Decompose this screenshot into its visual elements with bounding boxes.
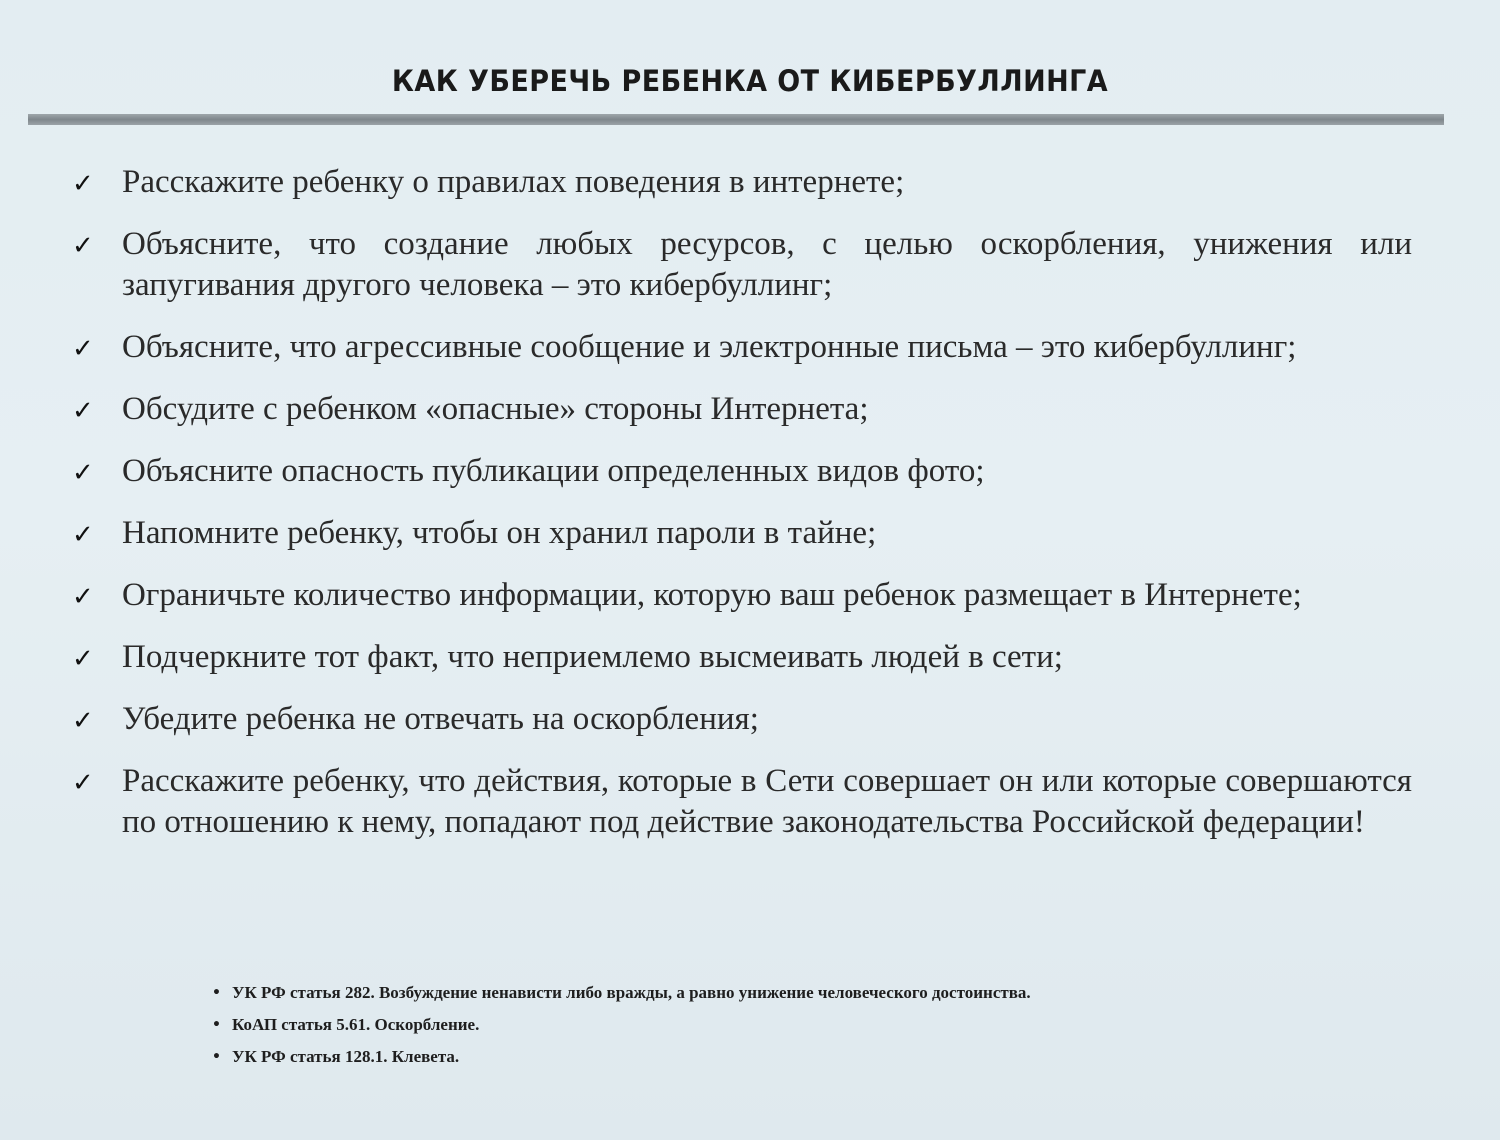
check-icon: ✓	[72, 231, 94, 261]
list-item	[72, 162, 1412, 203]
check-icon: ✓	[72, 644, 94, 674]
law-item-text: УК РФ статья 128.1. Клевета.	[232, 1047, 460, 1066]
list-item	[72, 224, 1412, 306]
law-item-text: УК РФ статья 282. Возбуждение ненависти либо вражды, а равно унижение человеческого достоинства.	[232, 983, 1031, 1002]
check-icon: ✓	[72, 520, 94, 550]
list-item-text: Объясните, что создание любых ресурсов, с целью оскорбления, унижения или запугивания другого человека – это кибербуллинг;	[122, 226, 1412, 303]
bullet-icon: •	[212, 1049, 221, 1065]
list-item	[72, 637, 1412, 678]
title-divider	[28, 114, 1444, 125]
advice-list	[72, 162, 1412, 864]
check-icon: ✓	[72, 706, 94, 736]
list-item-text: Напомните ребенку, чтобы он хранил пароли в тайне;	[122, 515, 877, 551]
list-item	[72, 389, 1412, 430]
document-title: КАК УБЕРЕЧЬ РЕБЕНКА ОТ КИБЕРБУЛЛИНГА	[391, 64, 1109, 98]
list-item	[72, 575, 1412, 616]
law-item-text: КоАП статья 5.61. Оскорбление.	[232, 1015, 480, 1034]
law-item	[212, 982, 1412, 1004]
list-item	[72, 327, 1412, 368]
bullet-icon: •	[212, 985, 221, 1001]
check-icon: ✓	[72, 396, 94, 426]
law-references	[212, 982, 1412, 1078]
check-icon: ✓	[72, 582, 94, 612]
list-item	[72, 699, 1412, 740]
list-item-text: Объясните опасность публикации определенных видов фото;	[122, 453, 985, 489]
bullet-icon: •	[212, 1017, 221, 1033]
check-icon: ✓	[72, 334, 94, 364]
list-item-text: Ограничьте количество информации, которую ваш ребенок размещает в Интернете;	[122, 577, 1302, 613]
list-item	[72, 451, 1412, 492]
list-item-text: Расскажите ребенку, что действия, которые в Сети совершает он или которые совершаются по отношению к нему, попадают под действие законодательства Российской федерации!	[122, 763, 1412, 840]
check-icon: ✓	[72, 169, 94, 199]
law-item	[212, 1014, 1412, 1036]
list-item-text: Обсудите с ребенком «опасные» стороны Интернета;	[122, 391, 869, 427]
list-item-text: Расскажите ребенку о правилах поведения в интернете;	[122, 164, 905, 200]
check-icon: ✓	[72, 768, 94, 798]
list-item-text: Объясните, что агрессивные сообщение и электронные письма – это кибербуллинг;	[122, 329, 1297, 365]
list-item	[72, 513, 1412, 554]
list-item-text: Подчеркните тот факт, что неприемлемо высмеивать людей в сети;	[122, 639, 1063, 675]
list-item	[72, 761, 1412, 843]
check-icon: ✓	[72, 458, 94, 488]
list-item-text: Убедите ребенка не отвечать на оскорбления;	[122, 701, 759, 737]
law-item	[212, 1046, 1412, 1068]
